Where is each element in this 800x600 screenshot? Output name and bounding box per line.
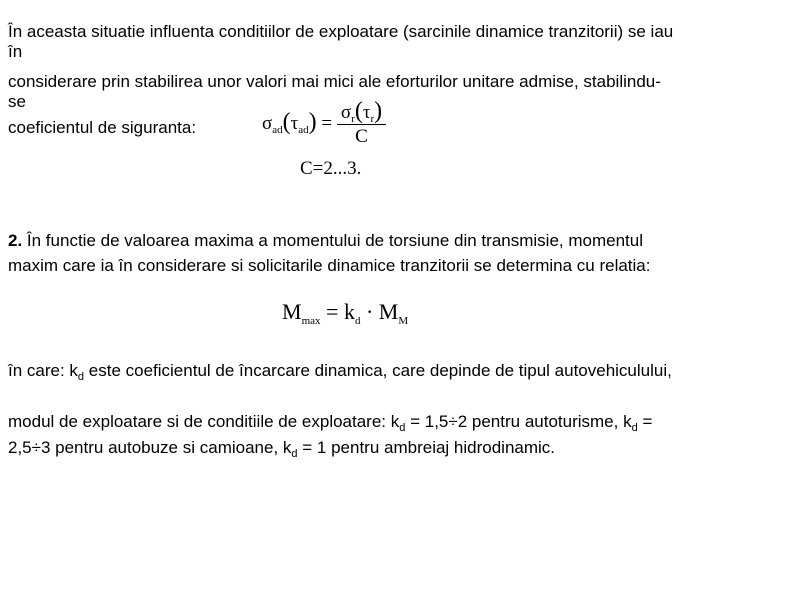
subscript-d: d [77,371,85,383]
p1-line-1: În aceasta situatie influenta conditiilor de exploatare (sarcinile dinamice tranzitorii) se iau [8,22,674,41]
p1-line-3: considerare prin stabilirea unor valori mai mici ale eforturilor unitare admise, stabilindu- [8,72,661,91]
subscript-m: M [398,315,409,327]
right-paren: ) [308,108,317,135]
m-symbol: M [378,299,399,324]
left-paren: ( [282,108,291,135]
subscript-ad: ad [272,123,283,136]
right-paren: ) [374,98,383,124]
section-number: 2. [8,231,23,250]
safety-coefficient-formula [262,100,386,149]
p2-line-2: maxim care ia în considerare si solicitarile dinamice tranzitorii se determina cu relatia: [8,256,651,275]
k-symbol: k [343,299,355,324]
sigma-symbol: σ [340,102,352,123]
p1-line-4: se [8,92,26,111]
subscript-r: r [370,113,375,125]
subscript-max: max [301,315,321,327]
p3-text: în care: k [8,361,78,380]
tau-symbol: τ [362,102,371,123]
c-value: C=2...3. [300,158,362,179]
equals-sign: = [326,299,339,324]
multiply-dot: · [365,299,374,324]
fraction [337,100,386,149]
max-torque-formula [282,299,409,327]
equals-sign: = [321,112,333,134]
p3-text: este coeficientul de încarcare dinamica, care depinde de tipul autovehiculului, [84,361,672,380]
p3-text: 2,5÷3 pentru autobuze si camioane, k [8,438,292,457]
p1-line-5: coeficientul de siguranta: [8,118,197,137]
sigma-symbol: σ [262,112,273,134]
p2-line-1-text: În functie de valoarea maxima a momentului de torsiune din transmisie, momentul [22,231,643,250]
subscript-d: d [354,315,361,327]
subscript-ad: ad [298,123,309,136]
subscript-d: d [631,422,638,434]
subscript-d: d [399,422,406,434]
subscript-d: d [291,448,298,460]
p3-line-1 [8,361,672,381]
p3-text: = 1,5÷2 pentru autoturisme, k [405,412,632,431]
subscript-r: r [351,113,355,125]
fraction-numerator [337,100,386,125]
p3-line-2 [8,412,652,432]
m-symbol: M [282,299,302,324]
p3-text: = 1 pentru ambreiaj hidrodinamic. [297,438,556,457]
fraction-denominator: C [355,126,368,147]
p3-text: modul de exploatare si de conditiile de exploatare: k [8,412,400,431]
p1-line-2: în [8,42,23,61]
p3-text: = [637,412,653,431]
p2-line-1 [8,231,643,251]
left-paren: ( [354,98,363,124]
p3-line-3 [8,438,555,458]
tau-symbol: τ [290,112,299,134]
